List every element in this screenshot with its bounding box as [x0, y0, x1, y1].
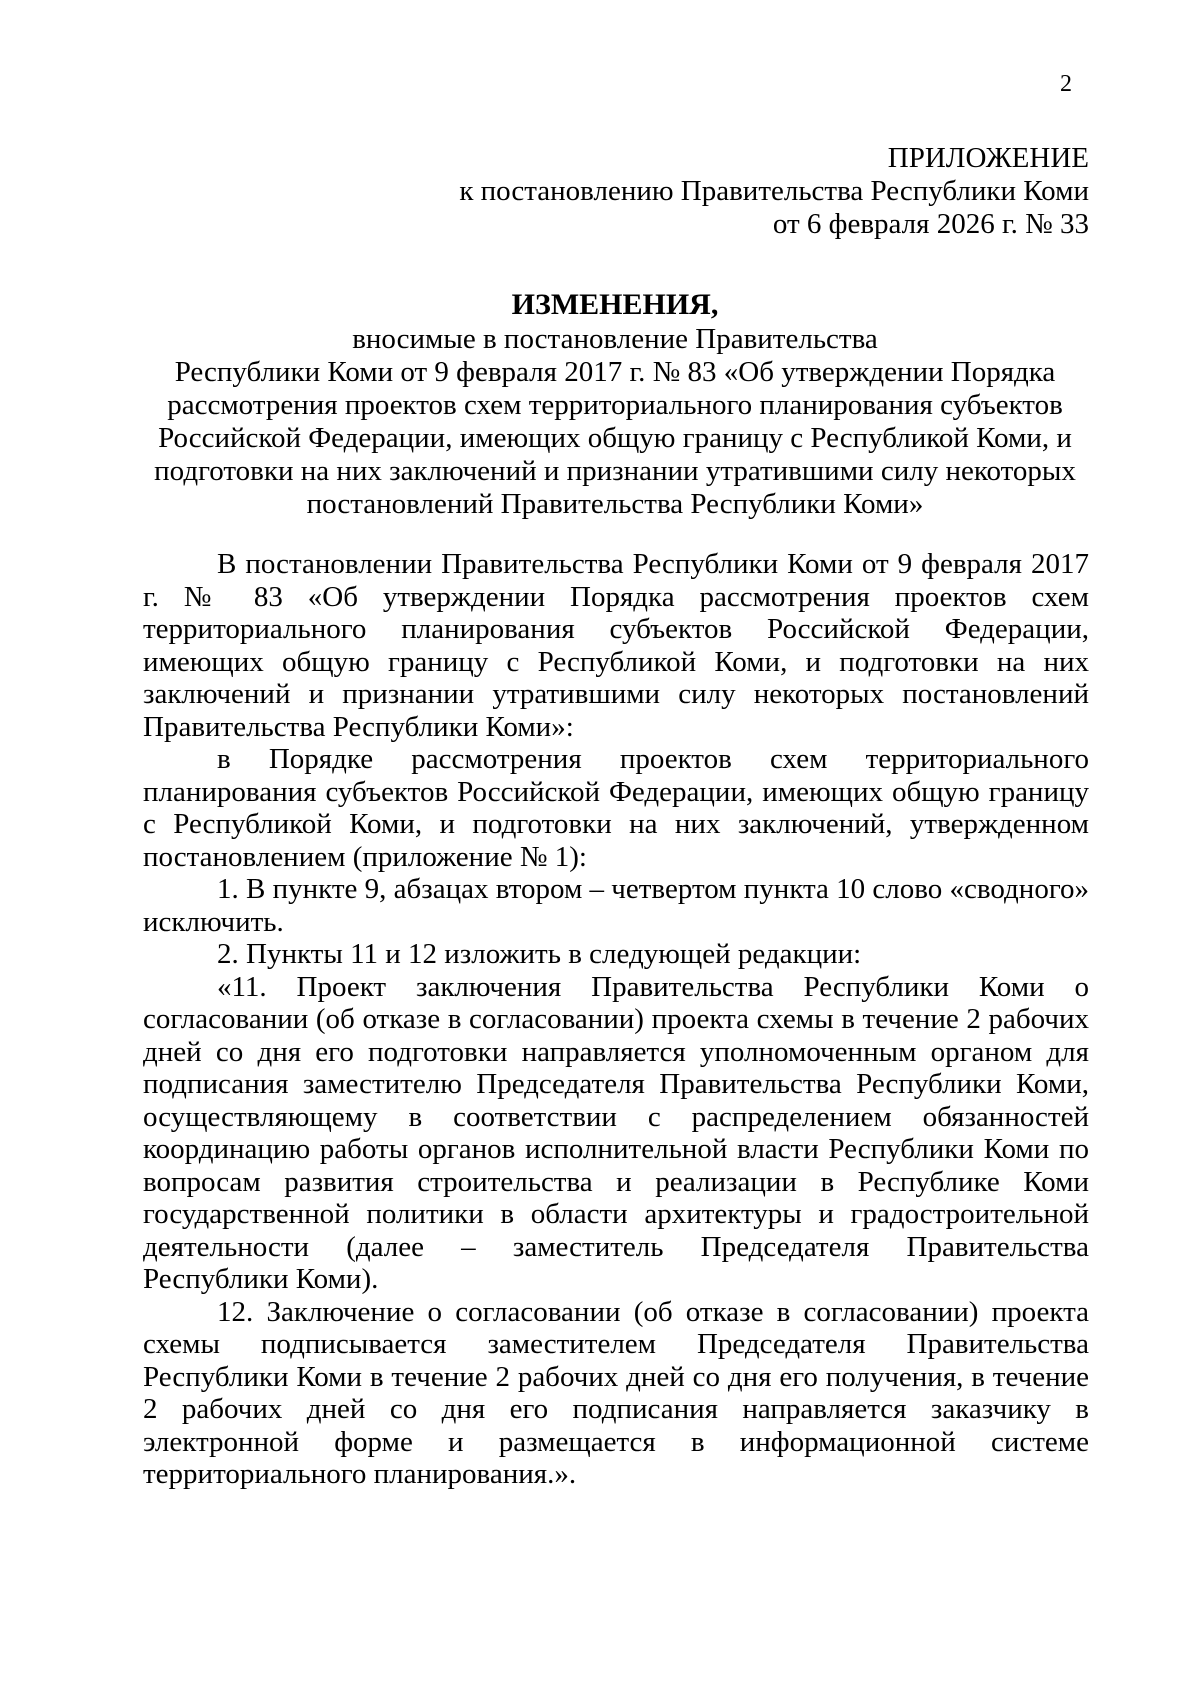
subtitle-line: Республики Коми от 9 февраля 2017 г. № 83 «Об утверждении Порядка	[174, 356, 1056, 388]
appendix-line-2: от 6 февраля 2026 г. № 33	[772, 208, 1089, 240]
appendix-title: ПРИЛОЖЕНИЕ	[887, 142, 1089, 174]
body-paragraph: 2. Пункты 11 и 12 изложить в следующей редакции:	[217, 938, 862, 970]
document-body	[143, 548, 1089, 1491]
body-paragraph: 12. Заключение о согласовании (об отказе в согласовании) проекта схемы подписывается заместителем Председателя Правительства Республики Коми в течение 2 рабочих дней со дня его получения, в течение 2 рабочих дней со дня его подписания направляется заказчику в электронной форме и размещается в информационной системе территориального планирования.».	[143, 1295, 1089, 1490]
subtitle-line: подготовки на них заключений и признании утратившими силу некоторых	[154, 455, 1076, 487]
appendix-line-1: к постановлению Правительства Республики Коми	[459, 175, 1089, 207]
subtitle-line: рассмотрения проектов схем территориального планирования субъектов	[167, 389, 1063, 421]
title-block	[140, 287, 1090, 521]
subtitle-line: вносимые в постановление Правительства	[352, 323, 878, 355]
appendix-block	[459, 142, 1089, 241]
body-paragraph: 1. В пункте 9, абзацах втором – четвертом пункта 10 слово «сводного» исключить.	[143, 873, 1089, 938]
page-number: 2	[1060, 71, 1072, 97]
subtitle-line: постановлений Правительства Республики Коми»	[306, 488, 924, 520]
body-paragraph: «11. Проект заключения Правительства Республики Коми о согласовании (об отказе в согласовании) проекта схемы в течение 2 рабочих дней со дня его подготовки направляется уполномоченным органом для подписания заместителю Председателя Правительства Республики Коми, осуществляющему в соответствии с распределением обязанностей координацию работы органов исполнительной власти Республики Коми по вопросам развития строительства и реализации в Республике Коми государственной политики в области архитектуры и градостроительной деятельности (далее – заместитель Председателя Правительства Республики Коми).	[143, 970, 1089, 1295]
body-paragraph: в Порядке рассмотрения проектов схем территориального планирования субъектов Российской Федерации, имеющих общую границу с Республикой Коми, и подготовки на них заключений, утвержденном постановлением (приложение № 1):	[143, 743, 1089, 873]
subtitle-line: Российской Федерации, имеющих общую границу с Республикой Коми, и	[158, 422, 1072, 454]
document-heading: ИЗМЕНЕНИЯ,	[511, 288, 719, 321]
body-paragraph: В постановлении Правительства Республики Коми от 9 февраля 2017 г. № 83 «Об утверждении Порядка рассмотрения проектов схем территориального планирования субъектов Российской Федерации, имеющих общую границу с Республикой Коми, и подготовки на них заключений и признании утратившими силу некоторых постановлений Правительства Республики Коми»:	[143, 548, 1089, 743]
